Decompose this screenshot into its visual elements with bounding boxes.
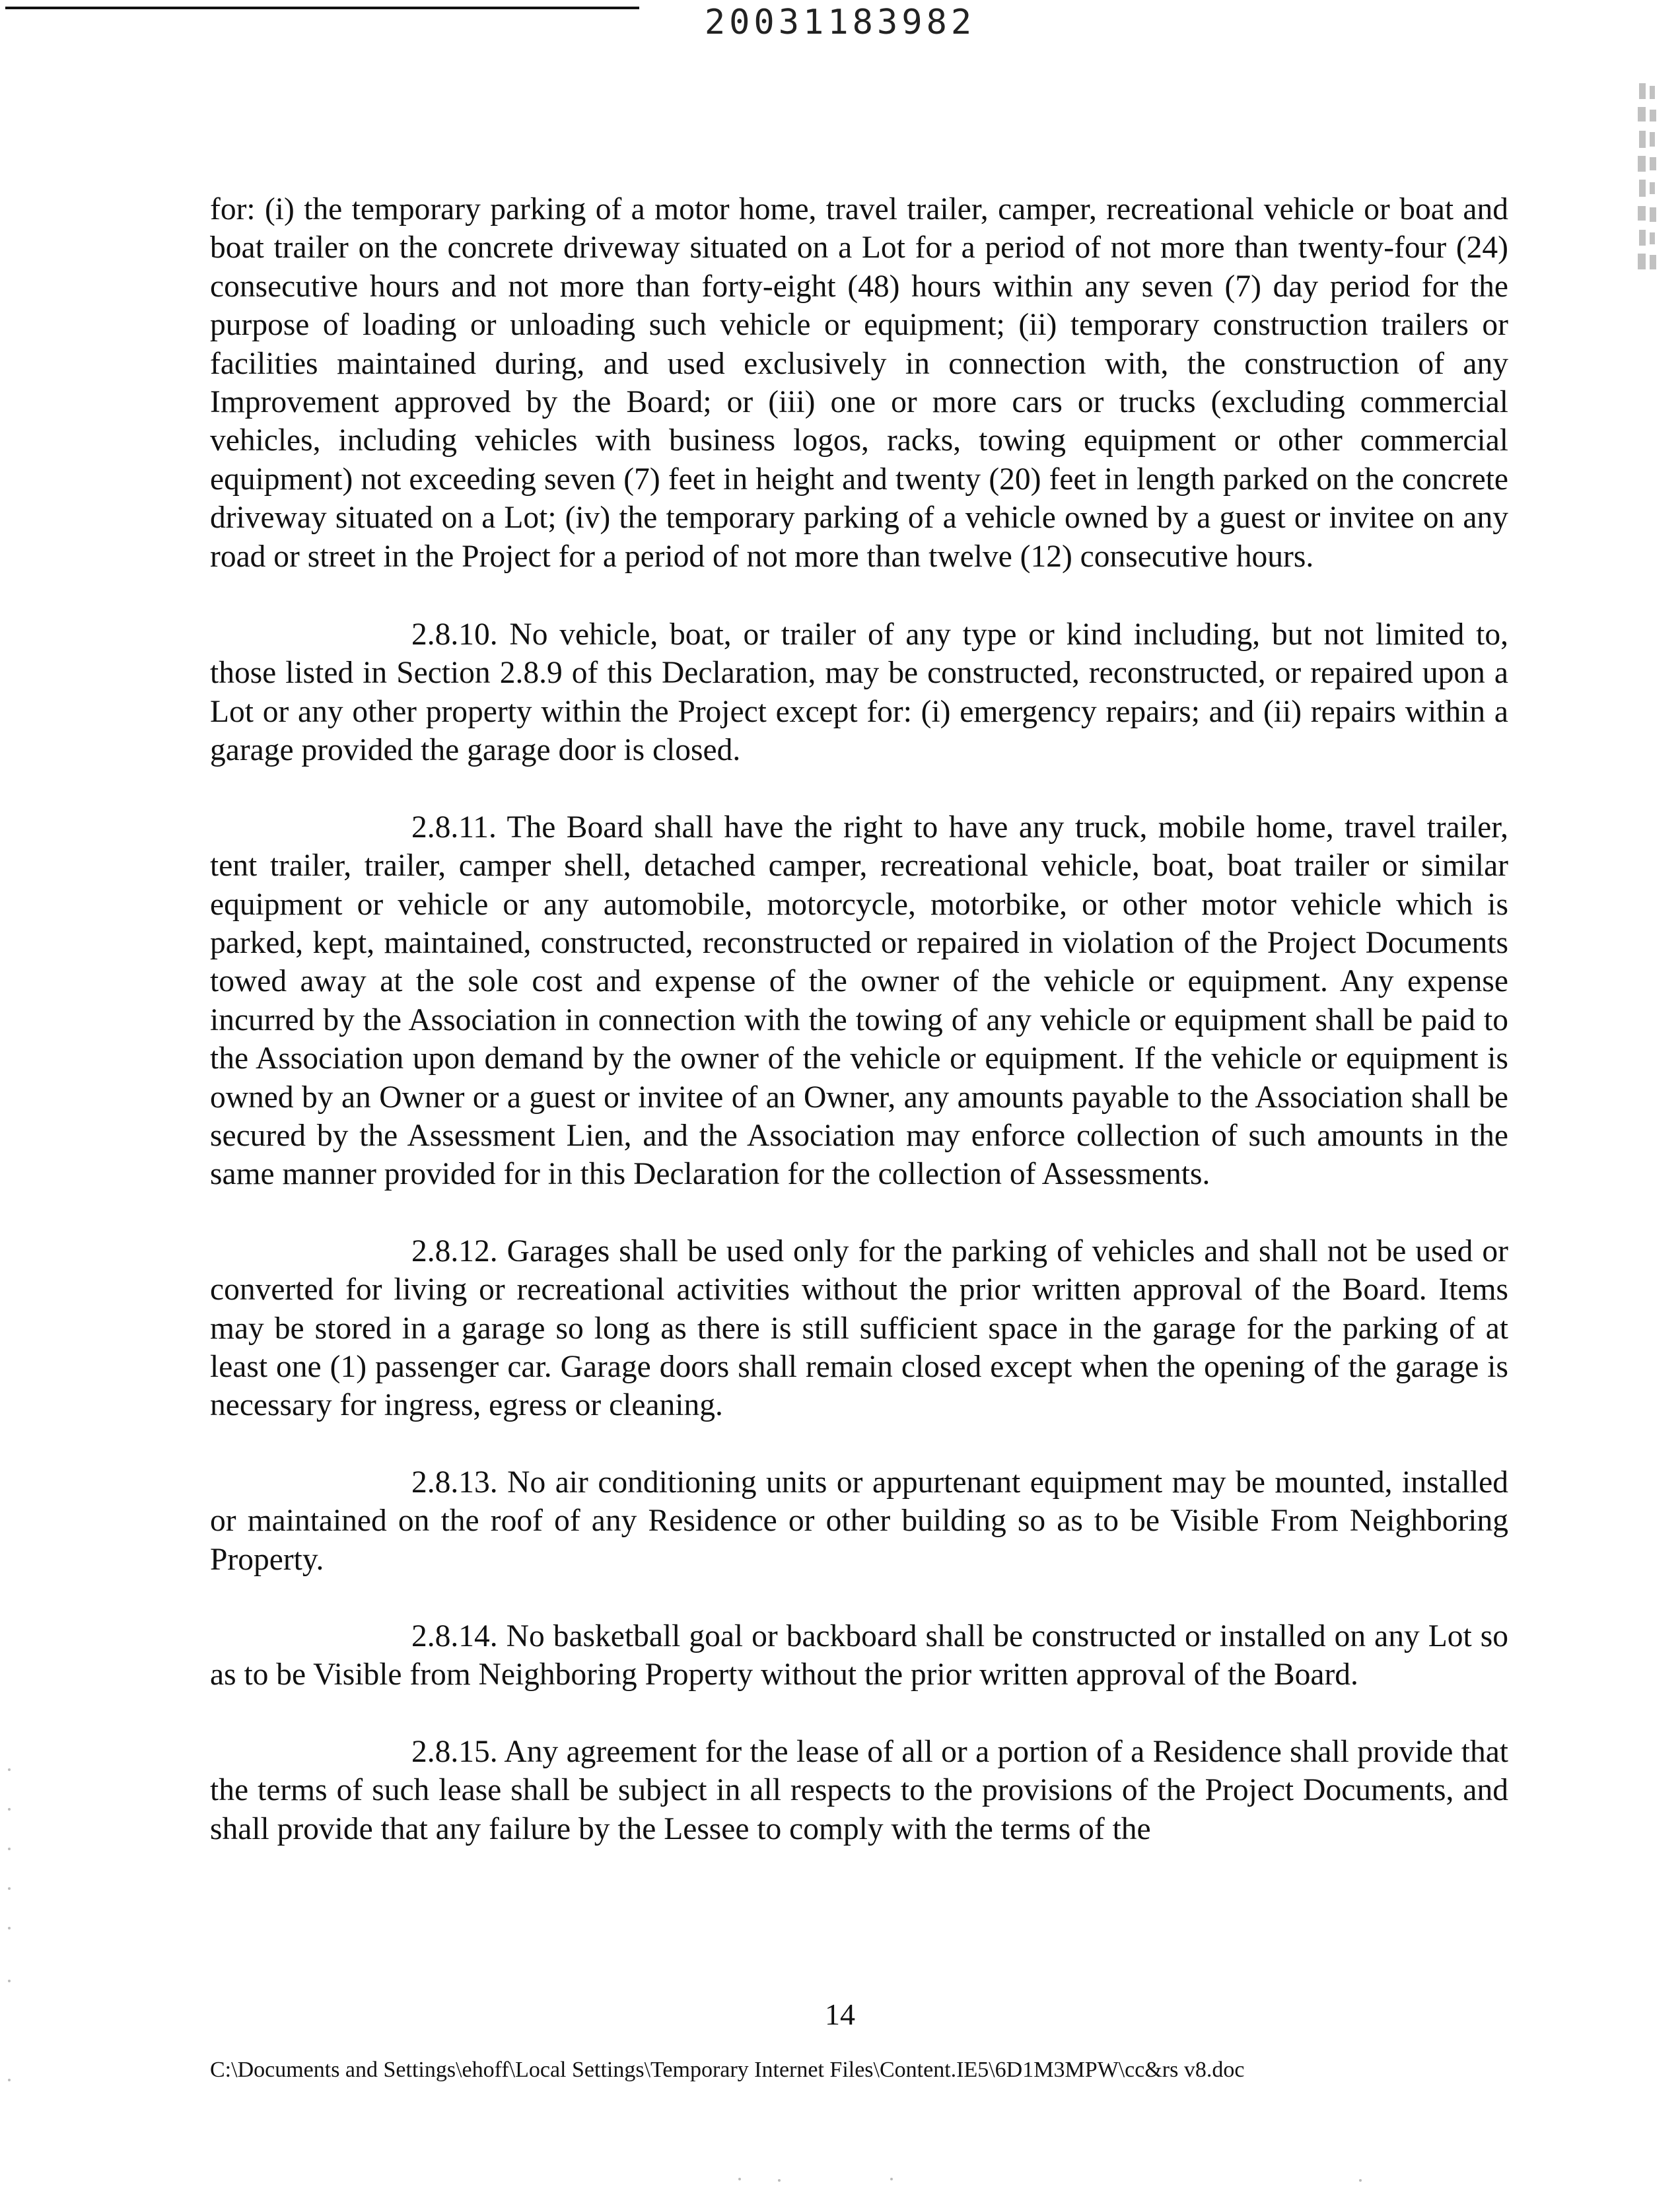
document-body <box>210 190 1508 1887</box>
section-2-8-10: 2.8.10. No vehicle, boat, or trailer of any type or kind including, but not limited to, those listed in Section 2.8.9 of this Declaration, may be constructed, reconstructed, or repaired upon a Lot or any other property within the Project except for: (i) emergency repairs; and (ii) repairs within a garage provided the garage door is closed. <box>210 617 1508 768</box>
page-number: 14 <box>825 1997 855 2031</box>
section-2-8-15: 2.8.15. Any agreement for the lease of all or a portion of a Residence shall provide that the terms of such lease shall be subject in all respects to the provisions of the Project Documents, and shall provide that any failure by the Lessee to comply with the terms of the <box>210 1734 1508 1846</box>
paragraph-continuation: for: (i) the temporary parking of a motor home, travel trailer, camper, recreational vehicle or boat and boat trailer on the concrete driveway situated on a Lot for a period of not more than twenty-four (24) consecutive hours and not more than forty-eight (48) hours within any seven (7) day period for the purpose of loading or unloading such vehicle or equipment; (ii) temporary construction trailers or facilities maintained during, and used exclusively in connection with, the construction of any Improvement approved by the Board; or (iii) one or more cars or trucks (excluding commercial vehicles, including vehicles with business logos, racks, towing equipment or other commercial equipment) not exceeding seven (7) feet in height and twenty (20) feet in length parked on the concrete driveway situated on a Lot; (iv) the temporary parking of a vehicle owned by a guest or invitee on any road or street in the Project for a period of not more than twelve (12) consecutive hours. <box>210 192 1508 574</box>
section-2-8-13: 2.8.13. No air conditioning units or appurtenant equipment may be mounted, installed or maintained on the roof of any Residence or other building so as to be Visible From Neighboring Property. <box>210 1465 1508 1577</box>
document-id-header: 20031183982 <box>704 3 976 42</box>
section-2-8-11: 2.8.11. The Board shall have the right to have any truck, mobile home, travel trailer, tent trailer, trailer, camper shell, detached camper, recreational vehicle, boat, boat trailer or similar equipment or vehicle or any automobile, motorcycle, motorbike, or other motor vehicle which is parked, kept, maintained, constructed, reconstructed or repaired in violation of the Project Documents towed away at the sole cost and expense of the owner of the vehicle or equipment. Any expense incurred by the Association in connection with the towing of any vehicle or equipment shall be paid to the Association upon demand by the owner of the vehicle or equipment. If the vehicle or equipment is owned by an Owner or a guest or invitee of an Owner, any amounts payable to the Association shall be secured by the Assessment Lien, and the Association may enforce collection of such amounts in the same manner provided for in this Declaration for the collection of Assessments. <box>210 810 1508 1192</box>
section-2-8-14: 2.8.14. No basketball goal or backboard shall be constructed or installed on any Lot so as to be Visible from Neighboring Property without the prior written approval of the Board. <box>210 1619 1508 1692</box>
section-2-8-12: 2.8.12. Garages shall be used only for the parking of vehicles and shall not be used or converted for living or recreational activities without the prior written approval of the Board. Items may be stored in a garage so long as there is still sufficient space in the garage for the parking of at least one (1) passenger car. Garage doors shall remain closed except when the opening of the garage is necessary for ingress, egress or cleaning. <box>210 1233 1508 1423</box>
footer-file-path: C:\Documents and Settings\ehoff\Local Settings\Temporary Internet Files\Content.IE5\6D1M3MPW\cc&rs v8.doc <box>210 2058 1245 2082</box>
side-stamp-mark <box>1626 79 1672 291</box>
